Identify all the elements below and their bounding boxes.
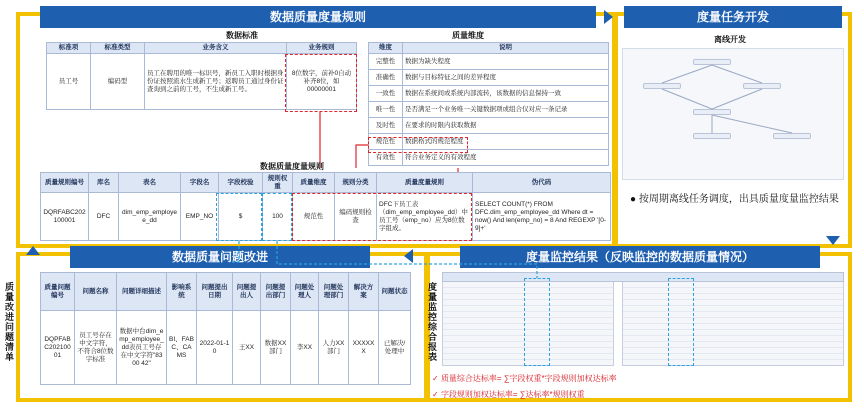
rule-header: 字段校验 [219,173,263,193]
issue-cell: 人力XX部门 [319,311,349,385]
issue-header: 问题处理人 [291,273,319,311]
rule-cell: dim_emp_employee_dd [119,193,181,241]
issue-header: 问题名称 [75,273,117,311]
rule-cell: 编码规则检查 [335,193,377,241]
rule-header: 规则权重 [263,173,293,193]
task-bullet-text: 按周期离线任务调度，出具质量度量监控结果 [638,194,839,205]
issue-header: 问题提出人 [233,273,261,311]
standard-cell: 员工在聘用的唯一标识号，新员工入职时根据身份证按照流水生成新工号；返聘员工通过身份证查询到之前的工号，不生成新工号。 [145,54,287,110]
check-icon: ✓ [432,374,439,383]
issue-cell: XXXXXX [349,311,379,385]
dimension-table-title: 质量维度 [452,31,484,40]
dimension-desc: 数据在系统间或系统内部流转，该数据的信息保持一致 [403,86,609,102]
standard-cell: 8位数字，前补0自动补齐8位，如00000001 [287,54,357,110]
rule-cell: EMP_NO [181,193,219,241]
issue-cell: 已解决/处理中 [379,311,411,385]
issue-cell: 数据XX部门 [261,311,291,385]
dimension-desc: 数据格式的规范程度 [403,134,609,150]
connector-weight-to-improve [232,241,239,262]
rule-header: 质量维度 [293,173,335,193]
rule-header: 表名 [119,173,181,193]
dimension-name: 及时性 [369,118,403,134]
dimension-name: 规范性 [369,134,403,150]
monitor-side-label: 度量监控综合报表 [427,282,437,362]
dimension-name: 有效性 [369,150,403,166]
issue-header: 解决方案 [349,273,379,311]
standard-header: 标准项 [47,43,91,54]
connector-weight-to-report [277,241,537,278]
dimension-header: 维度 [369,43,403,54]
bullet-dot: ● [630,194,637,205]
rule-header: 规则分类 [335,173,377,193]
issue-cell: 李XX [291,311,319,385]
dimension-desc: 是否满足一个业务唯一关键数据项或组合仅对应一条记录 [403,102,609,118]
rule-header: 库名 [89,173,119,193]
dimension-desc: 在要求的时限内获取数据 [403,118,609,134]
rule-cell: SELECT COUNT(*) FROM DFC.dim_emp_employee_dd Where dt = now() And len(emp_no) = 8 And REGEXP '[0-9]+' [473,193,611,241]
dimension-name: 唯一性 [369,102,403,118]
issue-header: 质量问题编号 [41,273,75,311]
standard-header: 业务含义 [145,43,287,54]
issue-header: 问题提出部门 [261,273,291,311]
dimension-header: 说明 [403,43,609,54]
formula-overall [432,373,617,384]
rule-band-title: 数据质量度量规则 [40,6,596,28]
formula-field-text: 字段规则加权达标率= ∑达标率*规则权重 [440,390,585,399]
dimension-name: 一致性 [369,86,403,102]
rule-header: 质量规则编号 [41,173,89,193]
issue-header: 问题状态 [379,273,411,311]
dimension-desc: 数据为缺失程度 [403,54,609,70]
standard-header: 业务规则 [287,43,357,54]
dimension-name: 完整性 [369,54,403,70]
standard-cell: 编码型 [91,54,145,110]
issue-cell: DQPFABC20210001 [41,311,75,385]
task-subtitle: 离线开发 [714,35,746,44]
rule-table-title: 数据质量度量规则 [260,162,324,171]
formula-field [432,389,585,400]
dimension-desc: 数据与目标特征之间的差异程度 [403,70,609,86]
rule-header: 伪代码 [473,173,611,193]
task-band-title: 度量任务开发 [624,6,842,28]
rule-header: 质量度量规则 [377,173,473,193]
issue-header: 问题详细描述 [117,273,167,311]
issue-cell: 数据中台dim_emp_employee_dd表员工号存在中文字符"8300 42" [117,311,167,385]
improve-band-title: 数据质量问题改进 [70,246,370,268]
issue-cell: 2022-01-10 [197,311,233,385]
rule-cell: DFC下员工表（dim_emp_employee_dd）中员工号（emp_no）应为8位数字组成。 [377,193,473,241]
issue-cell: BI、FABC、CAMS [167,311,197,385]
check-icon: ✓ [432,390,439,399]
issue-cell: 王XX [233,311,261,385]
rule-cell: $ [219,193,263,241]
issue-cell: 员工号存在中文字符，不符合8位数字标准 [75,311,117,385]
rule-cell: 规范性 [293,193,335,241]
rule-header: 字段名 [181,173,219,193]
standard-header: 标准类型 [91,43,145,54]
dimension-desc: 符合业务定义的有效程度 [403,150,609,166]
issue-header: 影响系统 [167,273,197,311]
issue-side-label: 质量改进问题清单 [4,282,14,362]
monitor-band-title: 度量监控结果（反映监控的数据质量情况） [460,246,820,268]
rule-cell: DQRFABC202100001 [41,193,89,241]
formula-overall-text: 质量综合达标率= ∑字段权重*字段规则加权达标率 [440,374,617,383]
dimension-name: 准确性 [369,70,403,86]
rule-cell: DFC [89,193,119,241]
standard-cell: 员工号 [47,54,91,110]
issue-header: 问题处理部门 [319,273,349,311]
issue-header: 问题提出日期 [197,273,233,311]
rule-cell: 100 [263,193,293,241]
standard-table-title: 数据标准 [226,31,258,40]
